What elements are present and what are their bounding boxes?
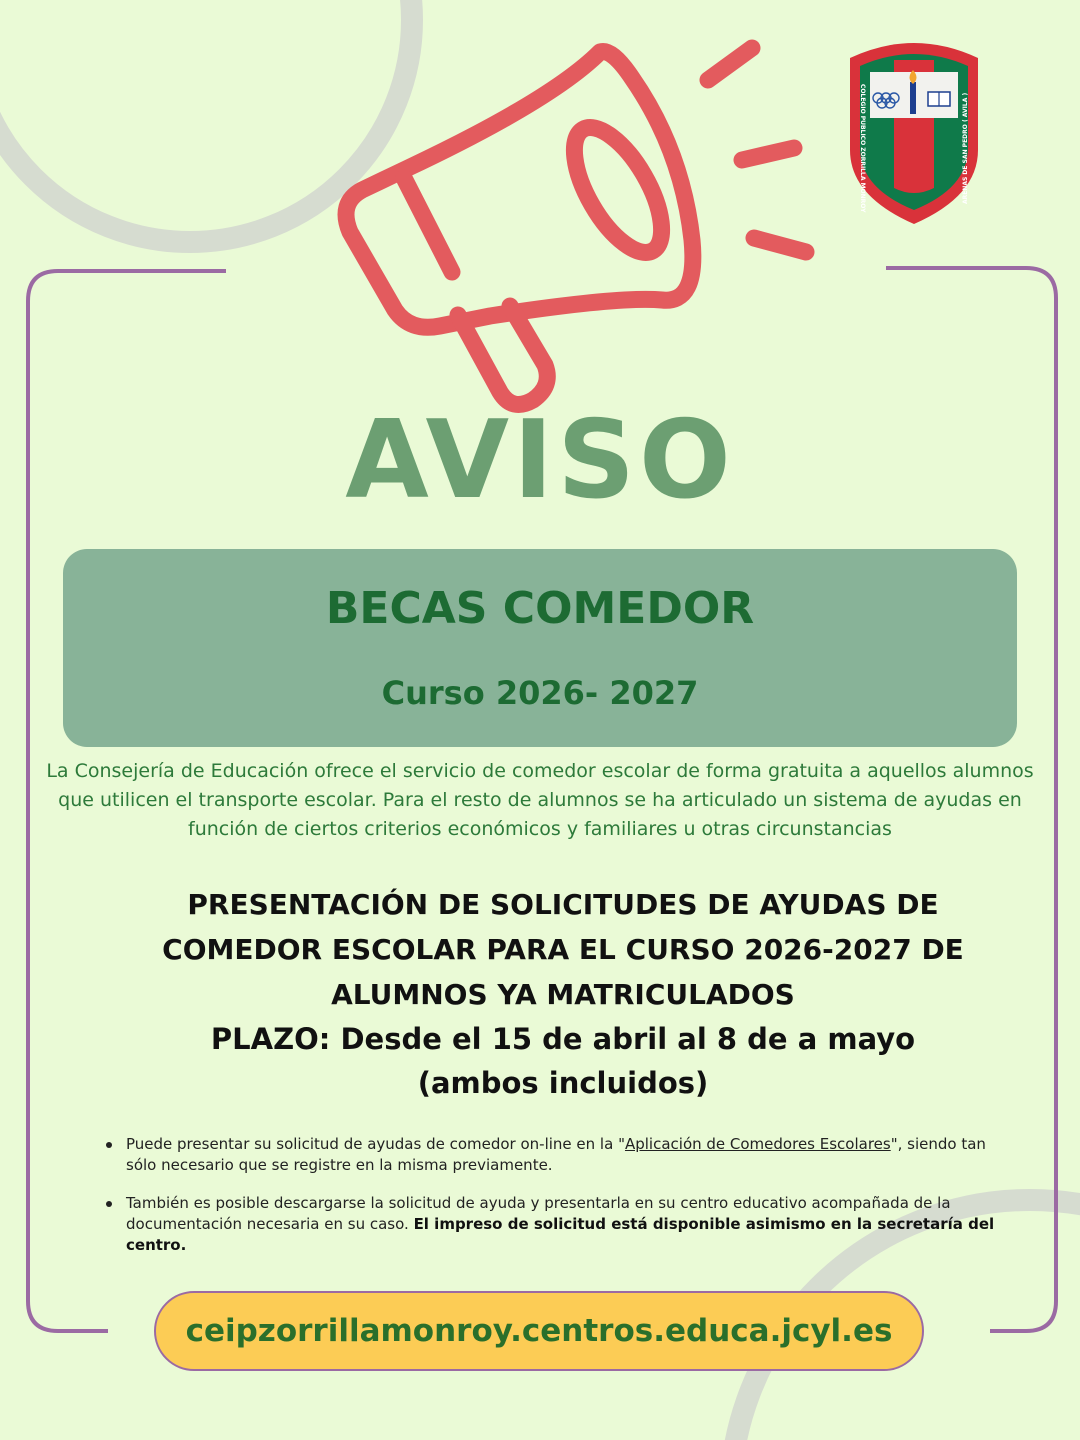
logo-right-text: ARENAS DE SAN PEDRO ( AVILA )	[962, 92, 969, 204]
list-item	[100, 1134, 1000, 1176]
torch-icon	[910, 82, 916, 114]
logo-left-text: COLEGIO PUBLICO ZORRILLA MONROY	[859, 84, 866, 213]
comedores-app-link[interactable]: Aplicación de Comedores Escolares	[624, 1135, 891, 1153]
banner-title: BECAS COMEDOR	[325, 583, 755, 634]
headline-line: PRESENTACIÓN DE SOLICITUDES DE AYUDAS DE	[187, 888, 939, 921]
becas-banner	[63, 549, 1017, 747]
intro-paragraph: La Consejería de Educación ofrece el servicio de comedor escolar de forma gratuita a aquellos alumnos que utilicen el transporte escolar. Para el resto de alumnos se ha articulado un sistema de ayudas en función de ciertos criterios económicos y familiares u otras circunstancias	[46, 760, 1034, 840]
info-list	[100, 1134, 1000, 1273]
bullet-bold-text: El impreso de solicitud está disponible asimismo en la secretaría del centro.	[126, 1215, 995, 1254]
bullet-text: ", siendo tan sólo necesario que se registre en la misma previamente.	[126, 1135, 986, 1174]
bullet-text: Puede presentar su solicitud de ayudas de comedor on-line en la "	[126, 1135, 625, 1153]
bullet-text: También es posible descargarse la solicitud de ayuda y presentarla en su centro educativo acompañada de la documentación necesaria en su caso.	[126, 1194, 951, 1233]
plazo-line: (ambos incluidos)	[417, 1066, 709, 1100]
banner-subtitle: Curso 2026- 2027	[381, 674, 699, 712]
headline-block	[110, 882, 1016, 1105]
list-item	[100, 1193, 1000, 1256]
website-link[interactable]: ceipzorrillamonroy.centros.educa.jcyl.es	[154, 1291, 924, 1371]
headline-line: ALUMNOS YA MATRICULADOS	[331, 978, 795, 1011]
aviso-heading: AVISO	[345, 398, 735, 523]
plazo-line: PLAZO: Desde el 15 de abril al 8 de a mayo	[210, 1022, 916, 1056]
headline-line: COMEDOR ESCOLAR PARA EL CURSO 2026-2027 DE	[162, 933, 964, 966]
school-logo	[846, 38, 982, 228]
